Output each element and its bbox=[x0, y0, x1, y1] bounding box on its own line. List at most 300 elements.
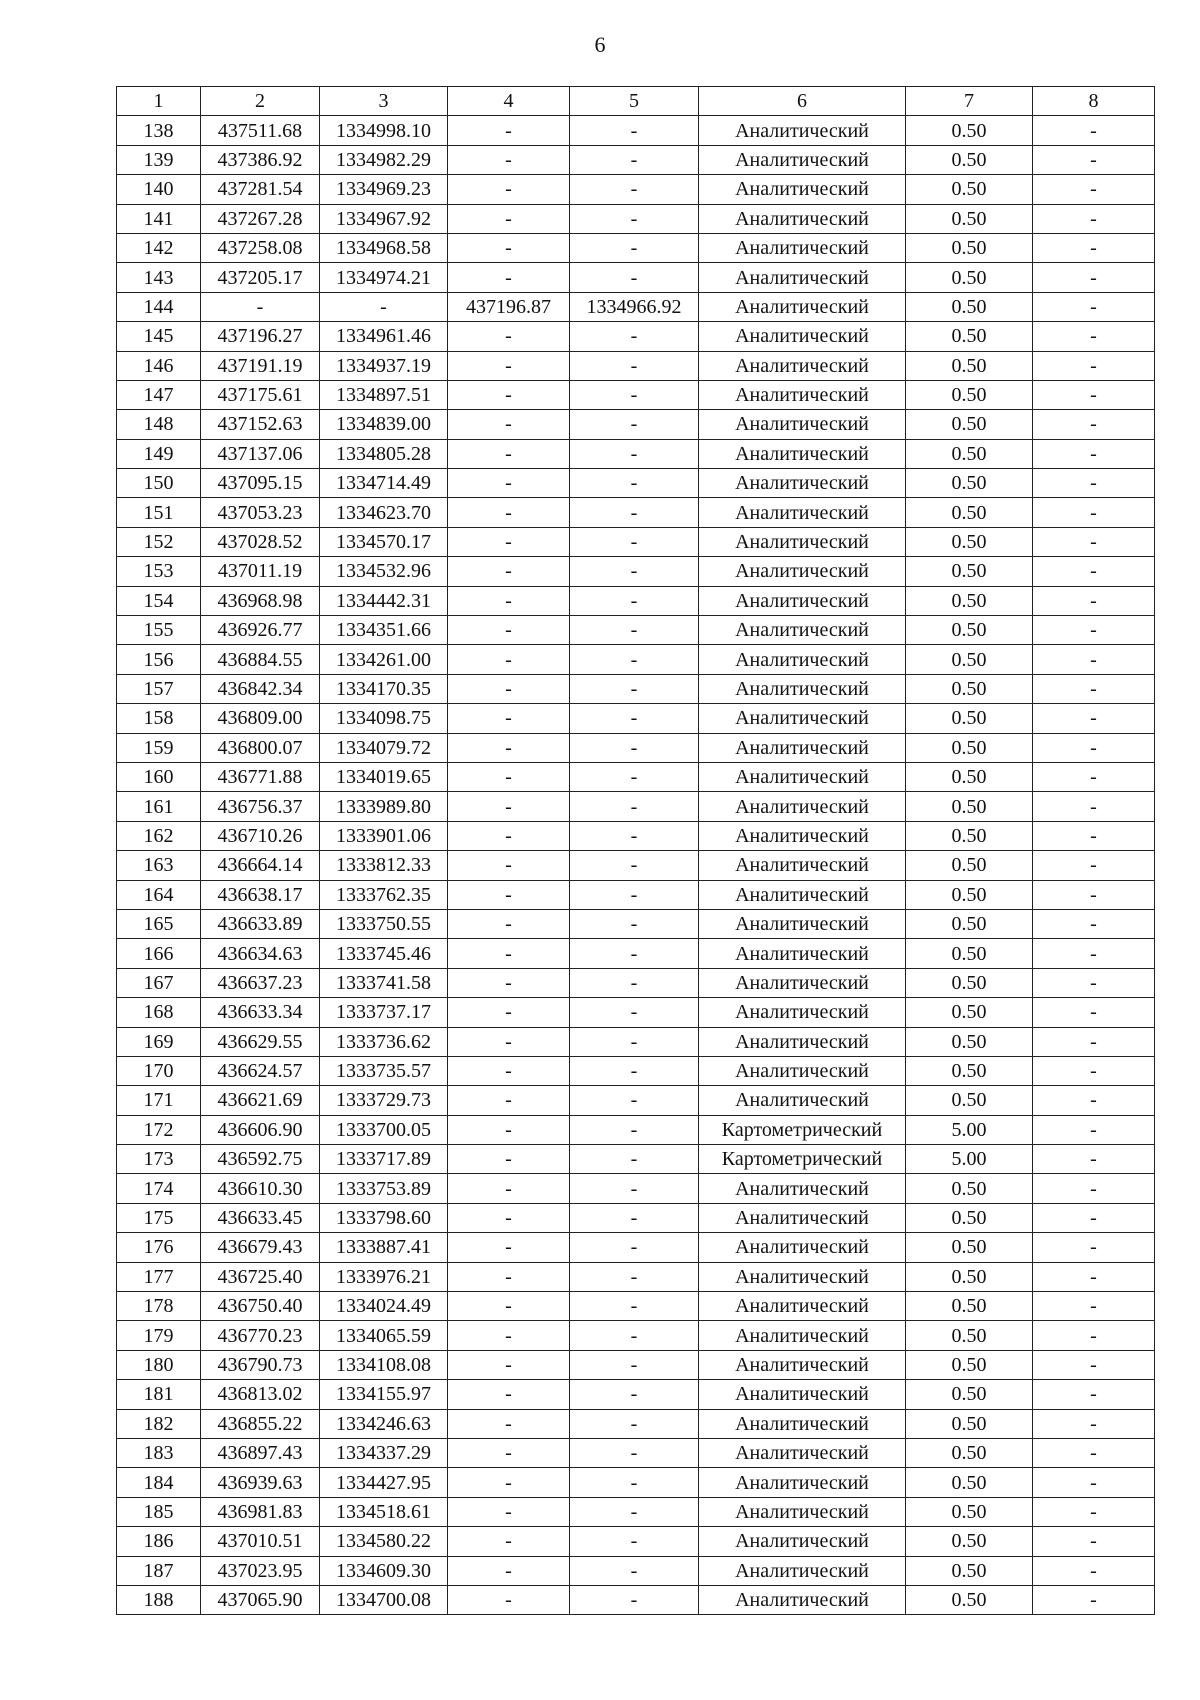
point-number-cell: 187 bbox=[117, 1556, 201, 1585]
x-alt-coordinate-cell: - bbox=[448, 1086, 570, 1115]
x-alt-coordinate-cell: - bbox=[448, 1262, 570, 1291]
point-number-cell: 168 bbox=[117, 998, 201, 1027]
accuracy-cell: 0.50 bbox=[906, 1468, 1033, 1497]
y-coordinate-cell: 1333901.06 bbox=[320, 821, 448, 850]
table-row bbox=[117, 410, 1155, 439]
method-cell: Аналитический bbox=[699, 1262, 906, 1291]
method-cell: Аналитический bbox=[699, 998, 906, 1027]
y-coordinate-cell: 1334337.29 bbox=[320, 1438, 448, 1467]
page-number: 6 bbox=[594, 32, 606, 57]
notes-cell: - bbox=[1033, 792, 1155, 821]
y-alt-coordinate-cell: - bbox=[570, 645, 699, 674]
y-alt-coordinate-cell: - bbox=[570, 204, 699, 233]
y-coordinate-cell: 1333717.89 bbox=[320, 1145, 448, 1174]
x-alt-coordinate-cell: - bbox=[448, 116, 570, 145]
method-cell: Аналитический bbox=[699, 1409, 906, 1438]
table-row bbox=[117, 1115, 1155, 1144]
table-row bbox=[117, 1468, 1155, 1497]
x-coordinate-cell: 436926.77 bbox=[201, 616, 320, 645]
method-cell: Аналитический bbox=[699, 939, 906, 968]
notes-cell: - bbox=[1033, 1585, 1155, 1614]
method-cell: Аналитический bbox=[699, 880, 906, 909]
accuracy-cell: 5.00 bbox=[906, 1145, 1033, 1174]
y-coordinate-cell: 1334969.23 bbox=[320, 175, 448, 204]
method-cell: Аналитический bbox=[699, 1203, 906, 1232]
y-coordinate-cell: 1333737.17 bbox=[320, 998, 448, 1027]
method-cell: Аналитический bbox=[699, 1174, 906, 1203]
point-number-cell: 182 bbox=[117, 1409, 201, 1438]
accuracy-cell: 0.50 bbox=[906, 233, 1033, 262]
point-number-cell: 150 bbox=[117, 469, 201, 498]
notes-cell: - bbox=[1033, 498, 1155, 527]
accuracy-cell: 0.50 bbox=[906, 351, 1033, 380]
method-cell: Аналитический bbox=[699, 145, 906, 174]
y-alt-coordinate-cell: - bbox=[570, 527, 699, 556]
x-alt-coordinate-cell: - bbox=[448, 527, 570, 556]
point-number-cell: 144 bbox=[117, 292, 201, 321]
point-number-cell: 183 bbox=[117, 1438, 201, 1467]
y-alt-coordinate-cell: - bbox=[570, 821, 699, 850]
y-alt-coordinate-cell: - bbox=[570, 762, 699, 791]
point-number-cell: 148 bbox=[117, 410, 201, 439]
x-coordinate-cell: 436809.00 bbox=[201, 704, 320, 733]
x-alt-coordinate-cell: - bbox=[448, 410, 570, 439]
point-number-cell: 140 bbox=[117, 175, 201, 204]
x-alt-coordinate-cell: - bbox=[448, 1438, 570, 1467]
notes-cell: - bbox=[1033, 1468, 1155, 1497]
x-alt-coordinate-cell: - bbox=[448, 645, 570, 674]
notes-cell: - bbox=[1033, 1321, 1155, 1350]
x-alt-coordinate-cell: - bbox=[448, 1292, 570, 1321]
point-number-cell: 142 bbox=[117, 233, 201, 262]
accuracy-cell: 5.00 bbox=[906, 1115, 1033, 1144]
notes-cell: - bbox=[1033, 1115, 1155, 1144]
y-alt-coordinate-cell: - bbox=[570, 322, 699, 351]
point-number-cell: 164 bbox=[117, 880, 201, 909]
table-row bbox=[117, 762, 1155, 791]
notes-cell: - bbox=[1033, 851, 1155, 880]
x-alt-coordinate-cell: - bbox=[448, 1115, 570, 1144]
x-coordinate-cell: 436771.88 bbox=[201, 762, 320, 791]
y-alt-coordinate-cell: - bbox=[570, 439, 699, 468]
table-body bbox=[117, 116, 1155, 1615]
accuracy-cell: 0.50 bbox=[906, 116, 1033, 145]
method-cell: Аналитический bbox=[699, 292, 906, 321]
table-row bbox=[117, 1409, 1155, 1438]
x-coordinate-cell: 437137.06 bbox=[201, 439, 320, 468]
table-row bbox=[117, 1497, 1155, 1526]
x-coordinate-cell: 436813.02 bbox=[201, 1380, 320, 1409]
y-coordinate-cell: 1334623.70 bbox=[320, 498, 448, 527]
method-cell: Картометрический bbox=[699, 1115, 906, 1144]
x-coordinate-cell: 436621.69 bbox=[201, 1086, 320, 1115]
method-cell: Аналитический bbox=[699, 909, 906, 938]
x-alt-coordinate-cell: - bbox=[448, 204, 570, 233]
method-cell: Аналитический bbox=[699, 645, 906, 674]
x-coordinate-cell: - bbox=[201, 292, 320, 321]
method-cell: Аналитический bbox=[699, 469, 906, 498]
table-row bbox=[117, 1027, 1155, 1056]
column-header-3: 3 bbox=[320, 87, 448, 116]
notes-cell: - bbox=[1033, 439, 1155, 468]
y-coordinate-cell: 1334967.92 bbox=[320, 204, 448, 233]
accuracy-cell: 0.50 bbox=[906, 1292, 1033, 1321]
x-alt-coordinate-cell: - bbox=[448, 1145, 570, 1174]
x-coordinate-cell: 437205.17 bbox=[201, 263, 320, 292]
point-number-cell: 186 bbox=[117, 1527, 201, 1556]
accuracy-cell: 0.50 bbox=[906, 1056, 1033, 1085]
notes-cell: - bbox=[1033, 1292, 1155, 1321]
accuracy-cell: 0.50 bbox=[906, 821, 1033, 850]
accuracy-cell: 0.50 bbox=[906, 851, 1033, 880]
accuracy-cell: 0.50 bbox=[906, 292, 1033, 321]
y-alt-coordinate-cell: - bbox=[570, 1380, 699, 1409]
y-coordinate-cell: 1333887.41 bbox=[320, 1233, 448, 1262]
table-row bbox=[117, 586, 1155, 615]
table-header bbox=[117, 87, 1155, 116]
method-cell: Аналитический bbox=[699, 175, 906, 204]
y-alt-coordinate-cell: - bbox=[570, 1556, 699, 1585]
x-coordinate-cell: 437011.19 bbox=[201, 557, 320, 586]
accuracy-cell: 0.50 bbox=[906, 557, 1033, 586]
y-coordinate-cell: 1334609.30 bbox=[320, 1556, 448, 1585]
x-alt-coordinate-cell: - bbox=[448, 880, 570, 909]
accuracy-cell: 0.50 bbox=[906, 1497, 1033, 1526]
accuracy-cell: 0.50 bbox=[906, 939, 1033, 968]
x-coordinate-cell: 436629.55 bbox=[201, 1027, 320, 1056]
point-number-cell: 159 bbox=[117, 733, 201, 762]
point-number-cell: 157 bbox=[117, 674, 201, 703]
column-header-2: 2 bbox=[201, 87, 320, 116]
notes-cell: - bbox=[1033, 616, 1155, 645]
point-number-cell: 180 bbox=[117, 1350, 201, 1379]
point-number-cell: 146 bbox=[117, 351, 201, 380]
x-coordinate-cell: 436884.55 bbox=[201, 645, 320, 674]
notes-cell: - bbox=[1033, 1145, 1155, 1174]
notes-cell: - bbox=[1033, 674, 1155, 703]
y-alt-coordinate-cell: - bbox=[570, 233, 699, 262]
y-coordinate-cell: 1333736.62 bbox=[320, 1027, 448, 1056]
method-cell: Аналитический bbox=[699, 116, 906, 145]
x-alt-coordinate-cell: - bbox=[448, 1585, 570, 1614]
y-coordinate-cell: 1333989.80 bbox=[320, 792, 448, 821]
accuracy-cell: 0.50 bbox=[906, 527, 1033, 556]
method-cell: Аналитический bbox=[699, 1380, 906, 1409]
y-alt-coordinate-cell: - bbox=[570, 1145, 699, 1174]
accuracy-cell: 0.50 bbox=[906, 175, 1033, 204]
method-cell: Аналитический bbox=[699, 704, 906, 733]
x-alt-coordinate-cell: - bbox=[448, 674, 570, 703]
y-coordinate-cell: 1334839.00 bbox=[320, 410, 448, 439]
accuracy-cell: 0.50 bbox=[906, 380, 1033, 409]
y-coordinate-cell: 1334351.66 bbox=[320, 616, 448, 645]
y-alt-coordinate-cell: - bbox=[570, 1262, 699, 1291]
notes-cell: - bbox=[1033, 1056, 1155, 1085]
table-row bbox=[117, 557, 1155, 586]
table-row bbox=[117, 380, 1155, 409]
table-row bbox=[117, 616, 1155, 645]
y-alt-coordinate-cell: - bbox=[570, 704, 699, 733]
y-alt-coordinate-cell: - bbox=[570, 851, 699, 880]
column-header-1: 1 bbox=[117, 87, 201, 116]
table-row bbox=[117, 322, 1155, 351]
y-coordinate-cell: 1334805.28 bbox=[320, 439, 448, 468]
y-coordinate-cell: 1334024.49 bbox=[320, 1292, 448, 1321]
x-coordinate-cell: 437010.51 bbox=[201, 1527, 320, 1556]
y-coordinate-cell: 1334982.29 bbox=[320, 145, 448, 174]
method-cell: Картометрический bbox=[699, 1145, 906, 1174]
point-number-cell: 170 bbox=[117, 1056, 201, 1085]
method-cell: Аналитический bbox=[699, 851, 906, 880]
y-alt-coordinate-cell: - bbox=[570, 792, 699, 821]
notes-cell: - bbox=[1033, 1203, 1155, 1232]
table-row bbox=[117, 909, 1155, 938]
y-coordinate-cell: 1334974.21 bbox=[320, 263, 448, 292]
x-coordinate-cell: 436981.83 bbox=[201, 1497, 320, 1526]
y-alt-coordinate-cell: - bbox=[570, 263, 699, 292]
notes-cell: - bbox=[1033, 1380, 1155, 1409]
y-alt-coordinate-cell: 1334966.92 bbox=[570, 292, 699, 321]
y-coordinate-cell: 1334570.17 bbox=[320, 527, 448, 556]
y-alt-coordinate-cell: - bbox=[570, 1233, 699, 1262]
y-coordinate-cell: 1334714.49 bbox=[320, 469, 448, 498]
accuracy-cell: 0.50 bbox=[906, 1350, 1033, 1379]
point-number-cell: 162 bbox=[117, 821, 201, 850]
table-row bbox=[117, 880, 1155, 909]
column-header-4: 4 bbox=[448, 87, 570, 116]
x-coordinate-cell: 436756.37 bbox=[201, 792, 320, 821]
y-coordinate-cell: 1333741.58 bbox=[320, 968, 448, 997]
y-coordinate-cell: 1334098.75 bbox=[320, 704, 448, 733]
method-cell: Аналитический bbox=[699, 1233, 906, 1262]
notes-cell: - bbox=[1033, 704, 1155, 733]
accuracy-cell: 0.50 bbox=[906, 498, 1033, 527]
method-cell: Аналитический bbox=[699, 1056, 906, 1085]
y-coordinate-cell: 1333753.89 bbox=[320, 1174, 448, 1203]
table-row bbox=[117, 704, 1155, 733]
x-alt-coordinate-cell: - bbox=[448, 586, 570, 615]
x-alt-coordinate-cell: - bbox=[448, 1056, 570, 1085]
table-row bbox=[117, 145, 1155, 174]
table-row bbox=[117, 1292, 1155, 1321]
method-cell: Аналитический bbox=[699, 557, 906, 586]
y-coordinate-cell: 1334065.59 bbox=[320, 1321, 448, 1350]
method-cell: Аналитический bbox=[699, 322, 906, 351]
notes-cell: - bbox=[1033, 645, 1155, 674]
table-row bbox=[117, 1321, 1155, 1350]
point-number-cell: 167 bbox=[117, 968, 201, 997]
x-coordinate-cell: 436637.23 bbox=[201, 968, 320, 997]
point-number-cell: 177 bbox=[117, 1262, 201, 1291]
point-number-cell: 179 bbox=[117, 1321, 201, 1350]
point-number-cell: 174 bbox=[117, 1174, 201, 1203]
accuracy-cell: 0.50 bbox=[906, 439, 1033, 468]
point-number-cell: 184 bbox=[117, 1468, 201, 1497]
accuracy-cell: 0.50 bbox=[906, 1321, 1033, 1350]
accuracy-cell: 0.50 bbox=[906, 145, 1033, 174]
y-coordinate-cell: 1334246.63 bbox=[320, 1409, 448, 1438]
notes-cell: - bbox=[1033, 998, 1155, 1027]
coordinates-table bbox=[116, 86, 1155, 1615]
method-cell: Аналитический bbox=[699, 380, 906, 409]
accuracy-cell: 0.50 bbox=[906, 1438, 1033, 1467]
method-cell: Аналитический bbox=[699, 762, 906, 791]
x-alt-coordinate-cell: - bbox=[448, 1321, 570, 1350]
point-number-cell: 154 bbox=[117, 586, 201, 615]
x-coordinate-cell: 436606.90 bbox=[201, 1115, 320, 1144]
method-cell: Аналитический bbox=[699, 733, 906, 762]
method-cell: Аналитический bbox=[699, 1086, 906, 1115]
method-cell: Аналитический bbox=[699, 586, 906, 615]
point-number-cell: 156 bbox=[117, 645, 201, 674]
x-alt-coordinate-cell: - bbox=[448, 1174, 570, 1203]
y-alt-coordinate-cell: - bbox=[570, 1056, 699, 1085]
method-cell: Аналитический bbox=[699, 1350, 906, 1379]
x-coordinate-cell: 436897.43 bbox=[201, 1438, 320, 1467]
method-cell: Аналитический bbox=[699, 204, 906, 233]
x-alt-coordinate-cell: - bbox=[448, 498, 570, 527]
method-cell: Аналитический bbox=[699, 821, 906, 850]
table-row bbox=[117, 116, 1155, 145]
point-number-cell: 152 bbox=[117, 527, 201, 556]
method-cell: Аналитический bbox=[699, 1321, 906, 1350]
accuracy-cell: 0.50 bbox=[906, 704, 1033, 733]
y-alt-coordinate-cell: - bbox=[570, 1585, 699, 1614]
y-alt-coordinate-cell: - bbox=[570, 351, 699, 380]
x-alt-coordinate-cell: - bbox=[448, 704, 570, 733]
notes-cell: - bbox=[1033, 1438, 1155, 1467]
method-cell: Аналитический bbox=[699, 792, 906, 821]
table-row bbox=[117, 1350, 1155, 1379]
method-cell: Аналитический bbox=[699, 1438, 906, 1467]
method-cell: Аналитический bbox=[699, 1556, 906, 1585]
y-coordinate-cell: 1334442.31 bbox=[320, 586, 448, 615]
notes-cell: - bbox=[1033, 909, 1155, 938]
y-alt-coordinate-cell: - bbox=[570, 1174, 699, 1203]
accuracy-cell: 0.50 bbox=[906, 1262, 1033, 1291]
point-number-cell: 139 bbox=[117, 145, 201, 174]
notes-cell: - bbox=[1033, 586, 1155, 615]
accuracy-cell: 0.50 bbox=[906, 645, 1033, 674]
y-alt-coordinate-cell: - bbox=[570, 586, 699, 615]
x-coordinate-cell: 437386.92 bbox=[201, 145, 320, 174]
y-coordinate-cell: - bbox=[320, 292, 448, 321]
x-alt-coordinate-cell: - bbox=[448, 351, 570, 380]
notes-cell: - bbox=[1033, 1086, 1155, 1115]
y-coordinate-cell: 1334897.51 bbox=[320, 380, 448, 409]
y-alt-coordinate-cell: - bbox=[570, 1409, 699, 1438]
x-alt-coordinate-cell: - bbox=[448, 968, 570, 997]
table-row bbox=[117, 292, 1155, 321]
y-alt-coordinate-cell: - bbox=[570, 880, 699, 909]
x-coordinate-cell: 436610.30 bbox=[201, 1174, 320, 1203]
method-cell: Аналитический bbox=[699, 439, 906, 468]
y-coordinate-cell: 1334079.72 bbox=[320, 733, 448, 762]
table-row bbox=[117, 439, 1155, 468]
x-coordinate-cell: 436800.07 bbox=[201, 733, 320, 762]
point-number-cell: 176 bbox=[117, 1233, 201, 1262]
notes-cell: - bbox=[1033, 1174, 1155, 1203]
x-coordinate-cell: 436633.34 bbox=[201, 998, 320, 1027]
x-alt-coordinate-cell: - bbox=[448, 469, 570, 498]
notes-cell: - bbox=[1033, 762, 1155, 791]
method-cell: Аналитический bbox=[699, 1497, 906, 1526]
y-alt-coordinate-cell: - bbox=[570, 116, 699, 145]
column-header-8: 8 bbox=[1033, 87, 1155, 116]
y-alt-coordinate-cell: - bbox=[570, 1438, 699, 1467]
notes-cell: - bbox=[1033, 880, 1155, 909]
method-cell: Аналитический bbox=[699, 410, 906, 439]
y-coordinate-cell: 1334961.46 bbox=[320, 322, 448, 351]
x-alt-coordinate-cell: - bbox=[448, 1556, 570, 1585]
x-alt-coordinate-cell: - bbox=[448, 263, 570, 292]
x-coordinate-cell: 437175.61 bbox=[201, 380, 320, 409]
x-alt-coordinate-cell: - bbox=[448, 939, 570, 968]
accuracy-cell: 0.50 bbox=[906, 1086, 1033, 1115]
notes-cell: - bbox=[1033, 1497, 1155, 1526]
notes-cell: - bbox=[1033, 351, 1155, 380]
method-cell: Аналитический bbox=[699, 1585, 906, 1614]
accuracy-cell: 0.50 bbox=[906, 322, 1033, 351]
x-coordinate-cell: 437065.90 bbox=[201, 1585, 320, 1614]
method-cell: Аналитический bbox=[699, 674, 906, 703]
table-row bbox=[117, 233, 1155, 262]
x-alt-coordinate-cell: - bbox=[448, 557, 570, 586]
x-alt-coordinate-cell: - bbox=[448, 175, 570, 204]
point-number-cell: 161 bbox=[117, 792, 201, 821]
x-coordinate-cell: 436664.14 bbox=[201, 851, 320, 880]
x-coordinate-cell: 436634.63 bbox=[201, 939, 320, 968]
method-cell: Аналитический bbox=[699, 351, 906, 380]
y-alt-coordinate-cell: - bbox=[570, 968, 699, 997]
table-row bbox=[117, 498, 1155, 527]
y-alt-coordinate-cell: - bbox=[570, 557, 699, 586]
y-alt-coordinate-cell: - bbox=[570, 1027, 699, 1056]
table-row bbox=[117, 1145, 1155, 1174]
notes-cell: - bbox=[1033, 968, 1155, 997]
table-row bbox=[117, 792, 1155, 821]
notes-cell: - bbox=[1033, 469, 1155, 498]
y-coordinate-cell: 1334700.08 bbox=[320, 1585, 448, 1614]
y-coordinate-cell: 1333976.21 bbox=[320, 1262, 448, 1291]
notes-cell: - bbox=[1033, 263, 1155, 292]
x-coordinate-cell: 437511.68 bbox=[201, 116, 320, 145]
x-coordinate-cell: 437028.52 bbox=[201, 527, 320, 556]
notes-cell: - bbox=[1033, 1350, 1155, 1379]
x-alt-coordinate-cell: - bbox=[448, 1527, 570, 1556]
y-alt-coordinate-cell: - bbox=[570, 1086, 699, 1115]
x-coordinate-cell: 436770.23 bbox=[201, 1321, 320, 1350]
column-header-5: 5 bbox=[570, 87, 699, 116]
notes-cell: - bbox=[1033, 939, 1155, 968]
x-alt-coordinate-cell: - bbox=[448, 909, 570, 938]
y-coordinate-cell: 1333812.33 bbox=[320, 851, 448, 880]
table-row bbox=[117, 1203, 1155, 1232]
notes-cell: - bbox=[1033, 175, 1155, 204]
point-number-cell: 147 bbox=[117, 380, 201, 409]
point-number-cell: 145 bbox=[117, 322, 201, 351]
y-coordinate-cell: 1334937.19 bbox=[320, 351, 448, 380]
column-header-7: 7 bbox=[906, 87, 1033, 116]
x-coordinate-cell: 436725.40 bbox=[201, 1262, 320, 1291]
method-cell: Аналитический bbox=[699, 233, 906, 262]
x-coordinate-cell: 437053.23 bbox=[201, 498, 320, 527]
x-alt-coordinate-cell: - bbox=[448, 998, 570, 1027]
y-alt-coordinate-cell: - bbox=[570, 145, 699, 174]
x-alt-coordinate-cell: - bbox=[448, 1468, 570, 1497]
method-cell: Аналитический bbox=[699, 263, 906, 292]
x-coordinate-cell: 436968.98 bbox=[201, 586, 320, 615]
